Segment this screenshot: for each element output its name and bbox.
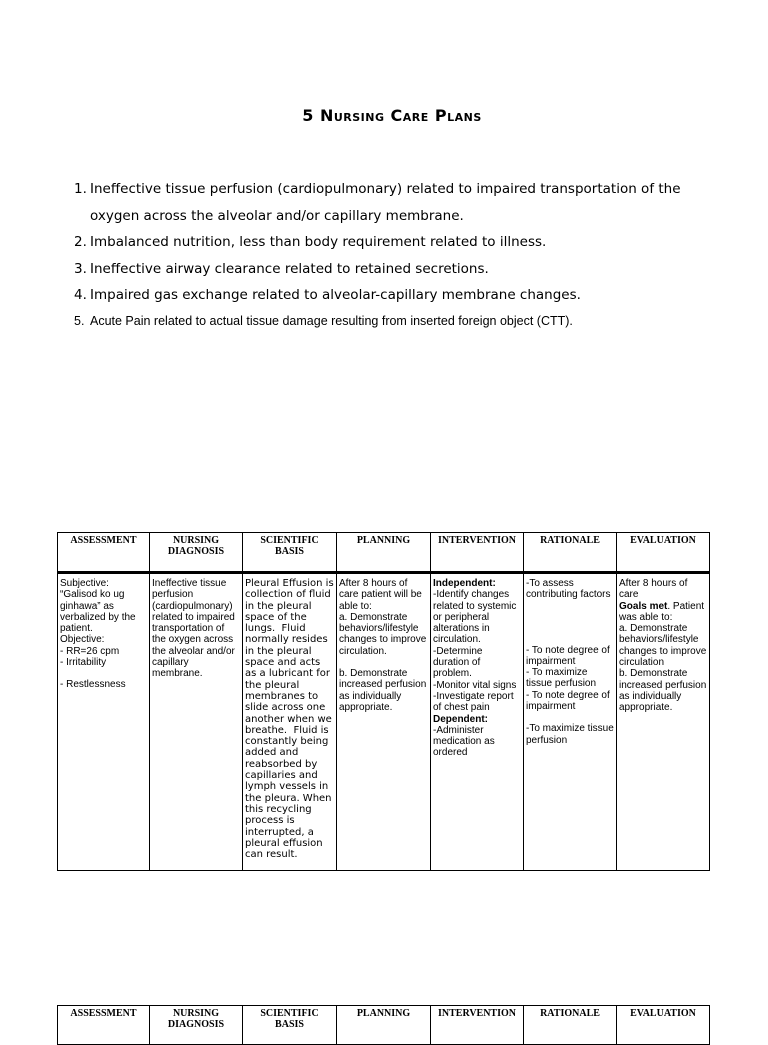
list-number: 3. [74,260,87,277]
cell-line: Independent: [433,578,496,589]
cell-line: -Administer medication as ordered [433,724,498,759]
rationale-cell [524,574,617,871]
goals-met-label: Goals met [619,600,668,612]
cell-line [526,623,614,634]
header-intervention: INTERVENTION [431,533,524,573]
table-header-row [58,533,710,573]
care-plan-table [57,532,710,871]
cell-line: - RR=26 cpm [60,645,120,657]
cell-line: - To note degree of impairment [526,644,613,667]
cell-line: - Restlessness [60,679,126,691]
list-number: 1. [74,181,87,197]
cell-line: -Determine duration of problem. [433,645,486,680]
cell-line: - To note degree of impairment [526,689,613,713]
assessment-cell [58,574,150,871]
diagnosis-list [74,176,714,334]
table-row [58,574,710,871]
list-item [74,282,714,309]
cell-line [526,612,614,623]
page-title: 5 Nursing Care Plans [302,106,482,125]
cell-line: Pleural Effusion is collection of fluid in the pleural space of the lungs. Fluid normally resides in the pleural space and acts as a lubricant for the pleural membranes to slide across one another when we breathe. Fluid is constantly being added and reabsorbed by capillaries and lymph vessels in the pleura. When this recycling process is interrupted, a pleural effusion can result. [245,578,337,861]
cell-line: a. Demonstrate behaviors/lifestyle changes to improve circulation [619,623,710,669]
cell-line: Ineffective tissue perfusion (cardiopulmonary) related to impaired transportation of the oxygen across the alveolar and/or capillary membrane. [152,578,238,680]
cell-line: -Identify changes related to systemic or peripheral alterations in circulation. [433,589,520,646]
cell-line: Dependent: [433,713,488,725]
cell-line: Objective: [60,634,105,646]
header-nursing-diagnosis: NURSING DIAGNOSIS [150,533,243,573]
cell-line [339,657,428,668]
list-number: 5. [74,313,85,328]
list-item [74,256,714,283]
header-rationale: RATIONALE [524,533,617,573]
cell-line: “Galisod ko ug ginhawa” as verbalized by the patient. [60,589,139,635]
cell-line: After 8 hours of care patient will be able to: [339,578,425,612]
list-text: Imbalanced nutrition, less than body requirement related to illness. [90,234,547,250]
list-text: Impaired gas exchange related to alveolar-capillary membrane changes. [90,287,581,303]
header-evaluation: EVALUATION [617,1006,710,1045]
cell-line [619,601,707,624]
planning-cell [337,574,431,871]
scientific-basis-cell [243,574,337,871]
cell-line: -Monitor vital signs [433,679,517,691]
header-planning: PLANNING [337,1006,431,1045]
header-intervention: INTERVENTION [431,1006,524,1045]
cell-line: b. Demonstrate increased perfusion as individually appropriate. [339,668,430,713]
cell-line [526,634,614,645]
list-text: Ineffective airway clearance related to retained secretions. [90,260,489,277]
list-item [74,308,714,334]
intervention-cell [431,574,524,871]
list-item [74,229,714,256]
cell-line: a. Demonstrate behaviors/lifestyle changes to improve circulation. [339,611,430,657]
header-assessment: ASSESSMENT [58,533,150,573]
cell-line: After 8 hours of care [619,578,691,601]
cell-line: -Investigate report of chest pain [433,690,517,714]
cell-line: b. Demonstrate increased perfusion as individually appropriate. [619,668,710,714]
list-number: 4. [74,287,87,303]
header-scientific-basis: SCIENTIFIC BASIS [243,533,337,573]
cell-line [526,712,614,723]
header-evaluation: EVALUATION [617,533,710,573]
cell-line: -To maximize tissue perfusion [526,723,617,746]
nursing-diagnosis-cell [150,574,243,871]
list-text: Ineffective tissue perfusion (cardiopulmonary) related to impaired transportation of the oxygen across the alveolar and/or capillary membrane. [90,181,681,224]
cell-line: - Irritability [60,657,107,669]
list-number: 2. [74,234,87,250]
evaluation-cell [617,574,710,871]
table-header-row [58,1006,710,1045]
header-planning: PLANNING [337,533,431,573]
cell-line [526,601,614,612]
cell-line: -To assess contributing factors [526,578,611,601]
cell-line: Subjective: [60,578,109,589]
cell-line [60,668,147,679]
header-rationale: RATIONALE [524,1006,617,1045]
header-nursing-diagnosis: NURSING DIAGNOSIS [150,1006,243,1045]
cell-line: - To maximize tissue perfusion [526,667,597,690]
list-text: Acute Pain related to actual tissue damage resulting from inserted foreign object (CTT). [90,313,573,328]
goals-met-text: . Patient was able to: [619,600,707,623]
care-plan-table-2 [57,1005,710,1045]
header-scientific-basis: SCIENTIFIC BASIS [243,1006,337,1045]
header-assessment: ASSESSMENT [58,1006,150,1045]
list-item [74,176,714,229]
